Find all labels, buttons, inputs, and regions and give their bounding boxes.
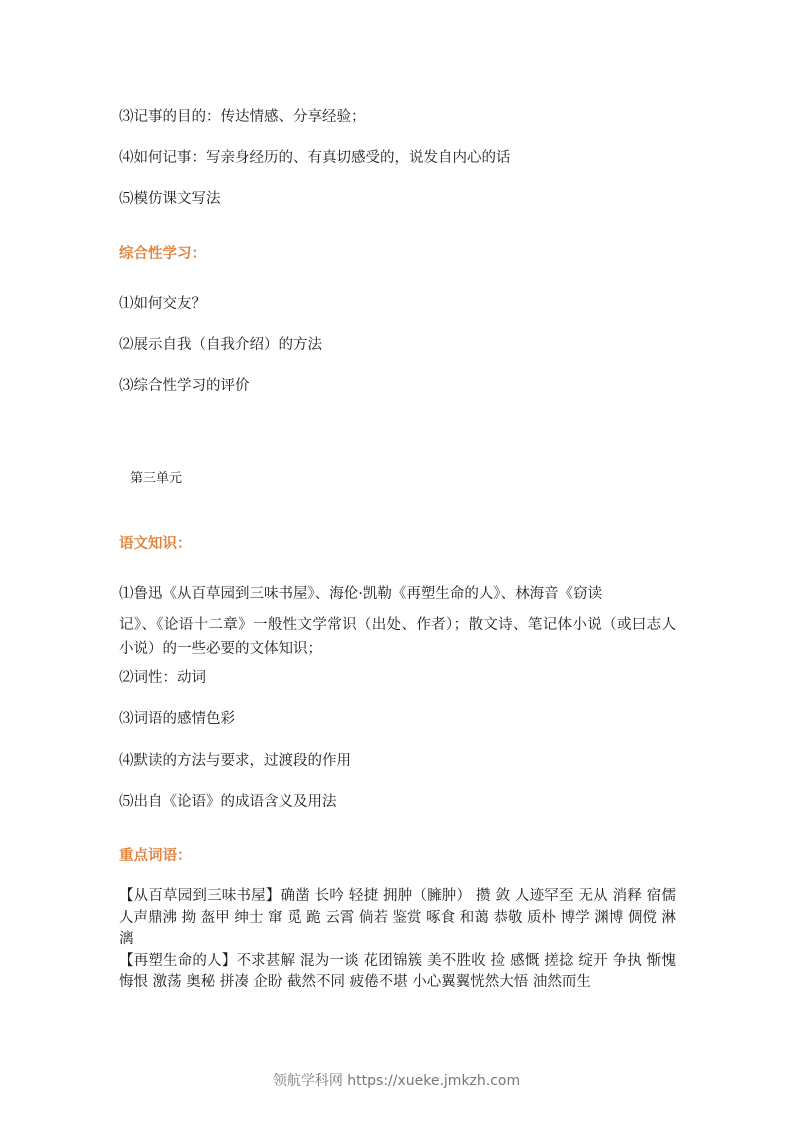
unit-title: 第三单元 xyxy=(130,471,183,486)
knowledge-item-5: ⑸出自《论语》的成语含义及用法 xyxy=(119,794,337,810)
footer-watermark: 领航学科网 https://xueke.jmkzh.com xyxy=(272,1073,521,1089)
comprehensive-item-1: ⑴如何交友？ xyxy=(119,296,206,312)
comprehensive-item-2: ⑵展示自我（自我介绍）的方法 xyxy=(119,337,322,353)
vocabulary-text: 【从百草园到三味书屋】确凿 长吟 轻捷 拥肿（臃肿） 攒 敛 人迹罕至 无从 消释 宿儒 人声鼎沸 拗 盔甲 绅士 窜 觅 跪 云霄 倘若 鉴赏 啄食 和蔼 恭敬 质朴 博学 渊博 倜傥 淋漓 【再塑生命的人】不求甚解 混为一谈 花团锦簇 美不胜收 捡 感慨 搓捻 绽开 争执 惭愧 悔恨 激荡 奥秘 拼凑 企盼 截然不同 疲倦不堪 小心翼翼恍然大悟 油然而生 xyxy=(119,888,676,990)
comprehensive-item-3: ⑶综合性学习的评价 xyxy=(119,378,250,394)
knowledge-item-1-rest: 记》、《论语十二章》一般性文学常识（出处、作者）；散文诗、笔记体小说（或曰志人小说）的一些必要的文体知识； xyxy=(119,617,676,657)
knowledge-item-2: ⑵词性：动词 xyxy=(119,670,206,686)
knowledge-item-3: ⑶词语的感情色彩 xyxy=(119,711,235,727)
comprehensive-heading: 综合性学习： xyxy=(119,246,206,262)
writing-item-4: ⑷如何记事：写亲身经历的、有真切感受的，说发自内心的话 xyxy=(119,150,511,166)
writing-item-5: ⑸模仿课文写法 xyxy=(119,191,221,207)
knowledge-heading: 语文知识： xyxy=(119,536,192,552)
knowledge-item-4: ⑷默读的方法与要求，过渡段的作用 xyxy=(119,753,351,769)
knowledge-item-1-first-line: ⑴鲁迅《从百草园到三味书屋》、海伦·凯勒《再塑生命的人》、林海音《窃读 xyxy=(119,586,603,602)
vocabulary-heading: 重点词语： xyxy=(119,848,192,864)
writing-item-3: ⑶记事的目的：传达情感、分享经验； xyxy=(119,109,366,125)
